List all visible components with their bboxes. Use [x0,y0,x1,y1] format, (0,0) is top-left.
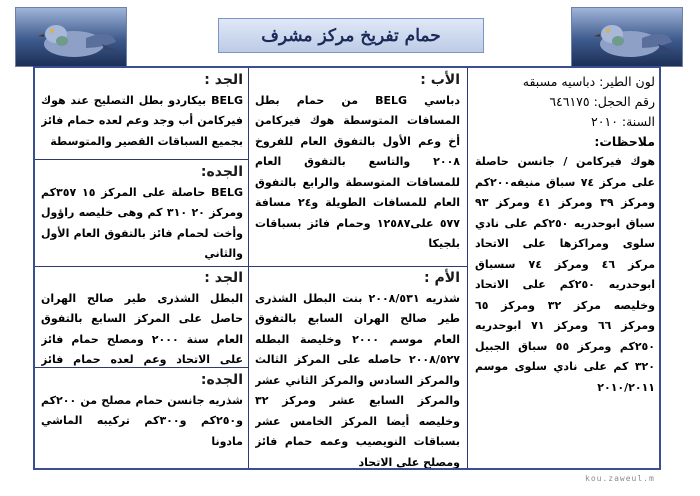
maternal-grandmother-heading: الجده: [200,372,243,388]
mother-cell [255,268,460,468]
ring-number: رقم الحجل: ٦٤٦١٧٥ [549,94,655,109]
watermark: kou.zaweul.m [585,474,655,483]
maternal-grandfather-text: البطل الشذرى طير صالح الهران حاصل على المركز السابع بالتفوق العام سنة ٢٠٠٠ ومصلح حمام فائز على الاتحاد وعم لعده حمام فائز [41,291,243,366]
bird-year: السنة: ٢٠١٠ [591,114,655,129]
row-divider [35,266,467,267]
father-cell [255,70,460,262]
page-title: حمام تفريخ مركز مشرف [261,25,441,46]
bird-color: لون الطير: دباسيه مسبقه [522,74,655,89]
paternal-grandmother-text: BELG حاصلة على المركز ١٥ ٣٥٧كم ومركز ٢٠ ٣١٠ كم وهى خليصه راؤول وأخت لحمام فائز بالتفوق العام الأول والثاني [41,185,243,260]
mother-heading: الأم : [424,270,460,286]
paternal-grandmother-heading: الجده: [200,164,243,180]
maternal-grandmother-cell [41,370,243,466]
notes-text: هوك فيركامن / جانسن حاصلة على مركز ٧٤ سباق منيفه٢٠٠كم ومركز ٣٩ ومركز ٤١ ومركز ٩٣ سباق ابوحدريه ٢٥٠كم على نادي سلوى ومراكزها على الاتحاد مركز ٤٦ ومركز ٧٤ سسباق ابوحدريه ٢٥٠كم على الاتحاد وخليصه مركز ٣٢ ومركز ٦٥ ومركز ٦٦ ومركز ٧١ ابوحدريه ٢٥٠كم ومركز ٥٥ سباق الجبيل ٣٢٠ كم على نادي سلوى موسم ٢٠١٠/٢٠١١ [475,155,655,394]
paternal-grandmother-cell [41,162,243,264]
pedigree-table [33,66,661,470]
pigeon-photo-left [15,7,127,67]
column-divider [467,68,468,468]
father-text: دباسي BELG من حمام بطل المسافات المتوسطة هوك فيركامن أخ وعم الأول بالتفوق العام للفروخ ٢٠٠٨ والتاسع بالتفوق العام للمسافات المتوسطة والرابع بالتفوق العام للمسافات الطويلة و٢٤ مسافة ٥٧٧ على١٢٥٨٧ وحمام فائز بسباقات بلجيكا [255,93,460,250]
pigeon-photo-right [571,7,683,67]
mother-text: شذريه ٢٠٠٨/٥٣١ بنت البطل الشذرى طير صالح الهران السابع بالتفوق العام موسم ٢٠٠٠ وخليصة البطله ٢٠٠٨/٥٢٧ حاصله على المركز الثالث والمركز السادس والمركز الثاني عشر والمركز السابع عشر ومركز ٣٢ وخليصه أيضا المركز الخامس عشر بسباقات النويصيب وعمه حمام فائز ومصلح على الاتحاد [255,291,460,468]
maternal-grandmother-text: شذريه جانسن حمام مصلح من ٢٠٠كم و٢٥٠كم و٣٠٠كم تركيبه الماشي مادونا [41,393,243,448]
maternal-grandfather-cell [41,268,243,366]
maternal-grandfather-heading: الجد : [204,270,243,286]
row-divider [35,159,248,160]
title-banner [218,18,484,53]
paternal-grandfather-heading: الجد : [204,72,243,88]
notes-label: ملاحظات: [594,134,655,149]
column-divider [248,68,249,468]
father-heading: الأب : [420,72,460,88]
row-divider [35,367,248,368]
paternal-grandfather-text: BELG بيكاردو بطل التصليح عند هوك فيركامن أب وجد وعم لعده حمام فائز بجميع السباقات القصير والمتوسطة [41,93,243,148]
bird-info-panel [475,72,655,468]
paternal-grandfather-cell [41,70,243,158]
